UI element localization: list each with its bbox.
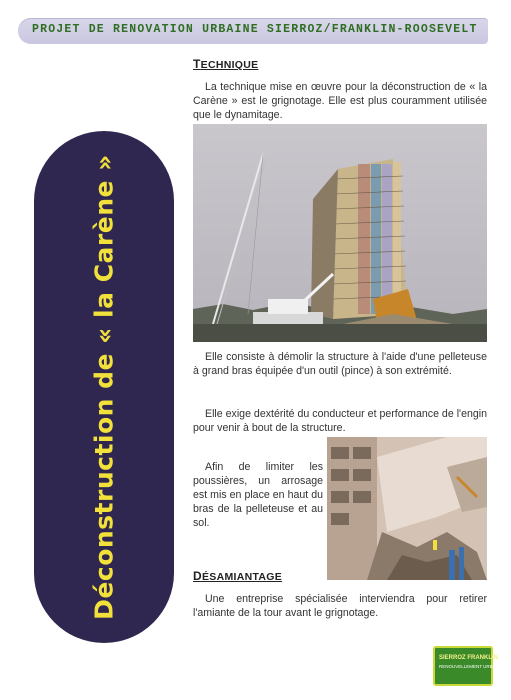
section-title-technique-initial: T bbox=[193, 57, 201, 71]
technique-paragraph-3: Elle exige dextérité du conducteur et performance de l'engin pour venir à bout de la structure. bbox=[193, 408, 487, 434]
desamiantage-paragraph-1: Une entreprise spécialisée interviendra pour retirer l'amiante de la tour avant le grignotage. bbox=[193, 593, 487, 619]
section-title-desamiantage bbox=[193, 569, 282, 583]
demolition-closeup-photo bbox=[327, 437, 487, 580]
tower-demolition-photo bbox=[193, 124, 487, 342]
section-title-technique bbox=[193, 57, 258, 71]
logo-line-1: SIERROZ FRANKLIN bbox=[439, 655, 498, 661]
section-title-desamiantage-initial: D bbox=[193, 569, 202, 583]
side-title: Déconstruction de « la Carène » bbox=[89, 154, 119, 620]
technique-paragraph-1: La technique mise en œuvre pour la déconstruction de « la Carène » est le grignotage. Elle est plus couramment utilisée que le dynamitage. bbox=[193, 81, 487, 121]
header-title: PROJET DE RENOVATION URBAINE SIERROZ/FRANKLIN-ROOSEVELT bbox=[32, 23, 478, 36]
technique-paragraph-2: Elle consiste à démolir la structure à l'aide d'une pelleteuse à grand bras équipée d'un outil (pince) à son extrémité. bbox=[193, 351, 487, 377]
section-title-technique-rest: ECHNIQUE bbox=[200, 59, 259, 71]
project-logo bbox=[433, 646, 501, 686]
logo-line-2: RENOUVELLEMENT URBAIN bbox=[439, 664, 501, 669]
section-title-desamiantage-rest: ÉSAMIANTAGE bbox=[201, 571, 283, 583]
technique-paragraph-4: Afin de limiter les poussières, un arrosage est mis en place en haut du bras de la pelleteuse et au sol. bbox=[193, 461, 323, 529]
